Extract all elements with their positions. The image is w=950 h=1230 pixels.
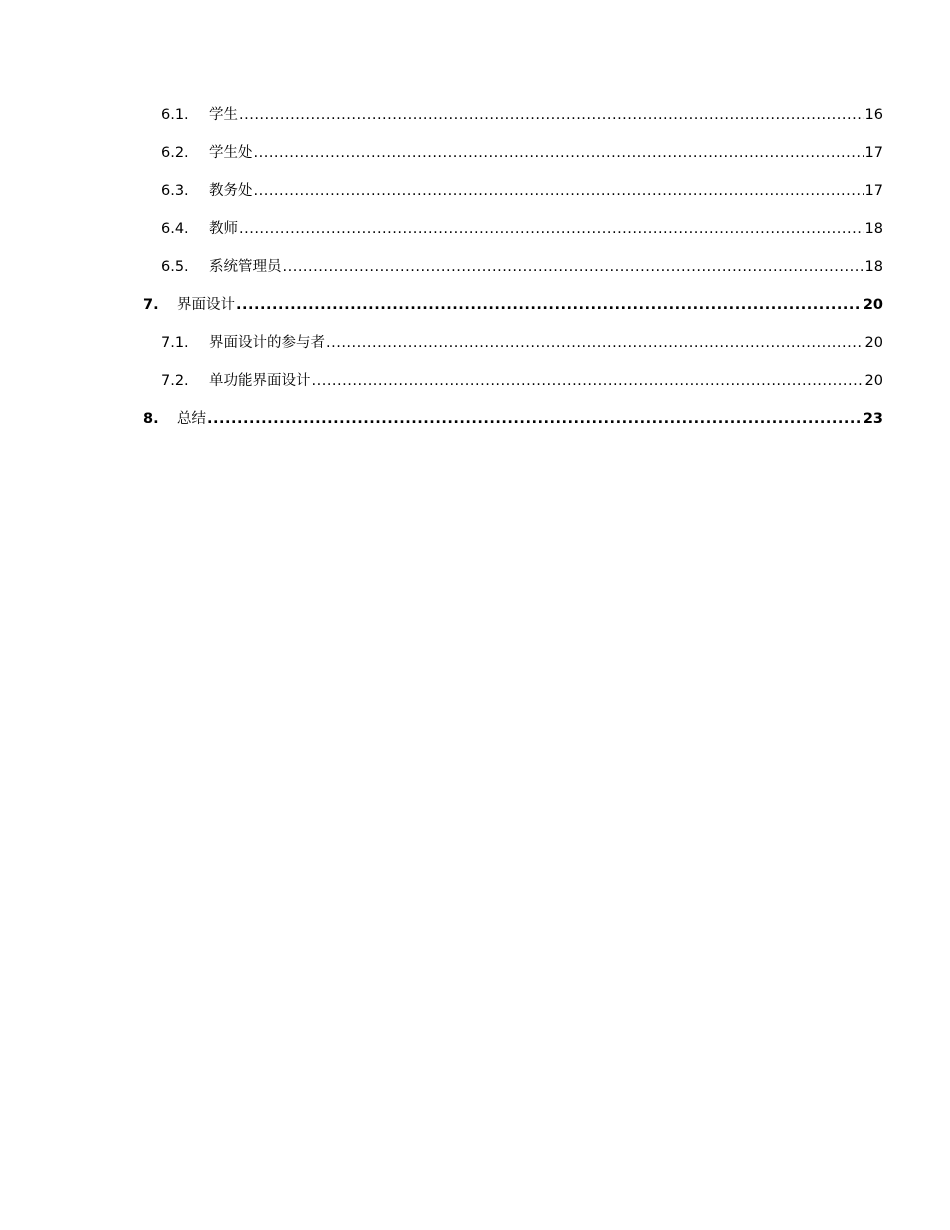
toc-entry-6-3[interactable] [161, 180, 883, 202]
toc-number: 6.4. [161, 221, 189, 237]
toc-entry-6-1[interactable] [161, 104, 883, 126]
toc-entry-7-2[interactable] [161, 370, 883, 392]
toc-number: 6.5. [161, 259, 189, 275]
toc-entry-6-2[interactable] [161, 142, 883, 164]
toc-page-number: 23 [862, 411, 883, 427]
toc-title: 单功能界面设计 [209, 373, 311, 389]
toc-leader-dots [312, 370, 864, 392]
toc-entry-7-1[interactable] [161, 332, 883, 354]
toc-number: 8. [143, 411, 159, 427]
toc-page-number: 20 [864, 373, 883, 389]
toc-leader-dots [254, 142, 864, 164]
toc-number: 7.1. [161, 335, 189, 351]
toc-leader-dots [254, 180, 864, 202]
toc-page-number: 18 [864, 259, 883, 275]
toc-title: 教师 [209, 221, 238, 237]
toc-entry-6-4[interactable] [161, 218, 883, 240]
toc-page-number: 20 [862, 297, 883, 313]
toc-leader-dots [326, 332, 864, 354]
toc-number: 7. [143, 297, 159, 313]
toc-leader-dots [236, 294, 862, 316]
toc-title: 界面设计的参与者 [209, 335, 325, 351]
toc-number: 7.2. [161, 373, 189, 389]
toc-title: 总结 [177, 411, 206, 427]
toc-entry-7[interactable] [143, 294, 883, 316]
toc-number: 6.2. [161, 145, 189, 161]
toc-title: 界面设计 [177, 297, 235, 313]
toc-leader-dots [207, 408, 862, 430]
toc-title: 教务处 [209, 183, 253, 199]
toc-page-number: 17 [864, 145, 883, 161]
toc-page-number: 16 [864, 107, 883, 123]
toc-number: 6.3. [161, 183, 189, 199]
toc-title: 系统管理员 [209, 259, 282, 275]
toc-page-number: 18 [864, 221, 883, 237]
toc-title: 学生处 [209, 145, 253, 161]
toc-number: 6.1. [161, 107, 189, 123]
toc-leader-dots [283, 256, 864, 278]
toc-page-number: 17 [864, 183, 883, 199]
toc-entry-8[interactable] [143, 408, 883, 430]
toc-entry-6-5[interactable] [161, 256, 883, 278]
toc-title: 学生 [209, 107, 238, 123]
toc-leader-dots [239, 218, 864, 240]
toc-leader-dots [239, 104, 864, 126]
toc-page-number: 20 [864, 335, 883, 351]
